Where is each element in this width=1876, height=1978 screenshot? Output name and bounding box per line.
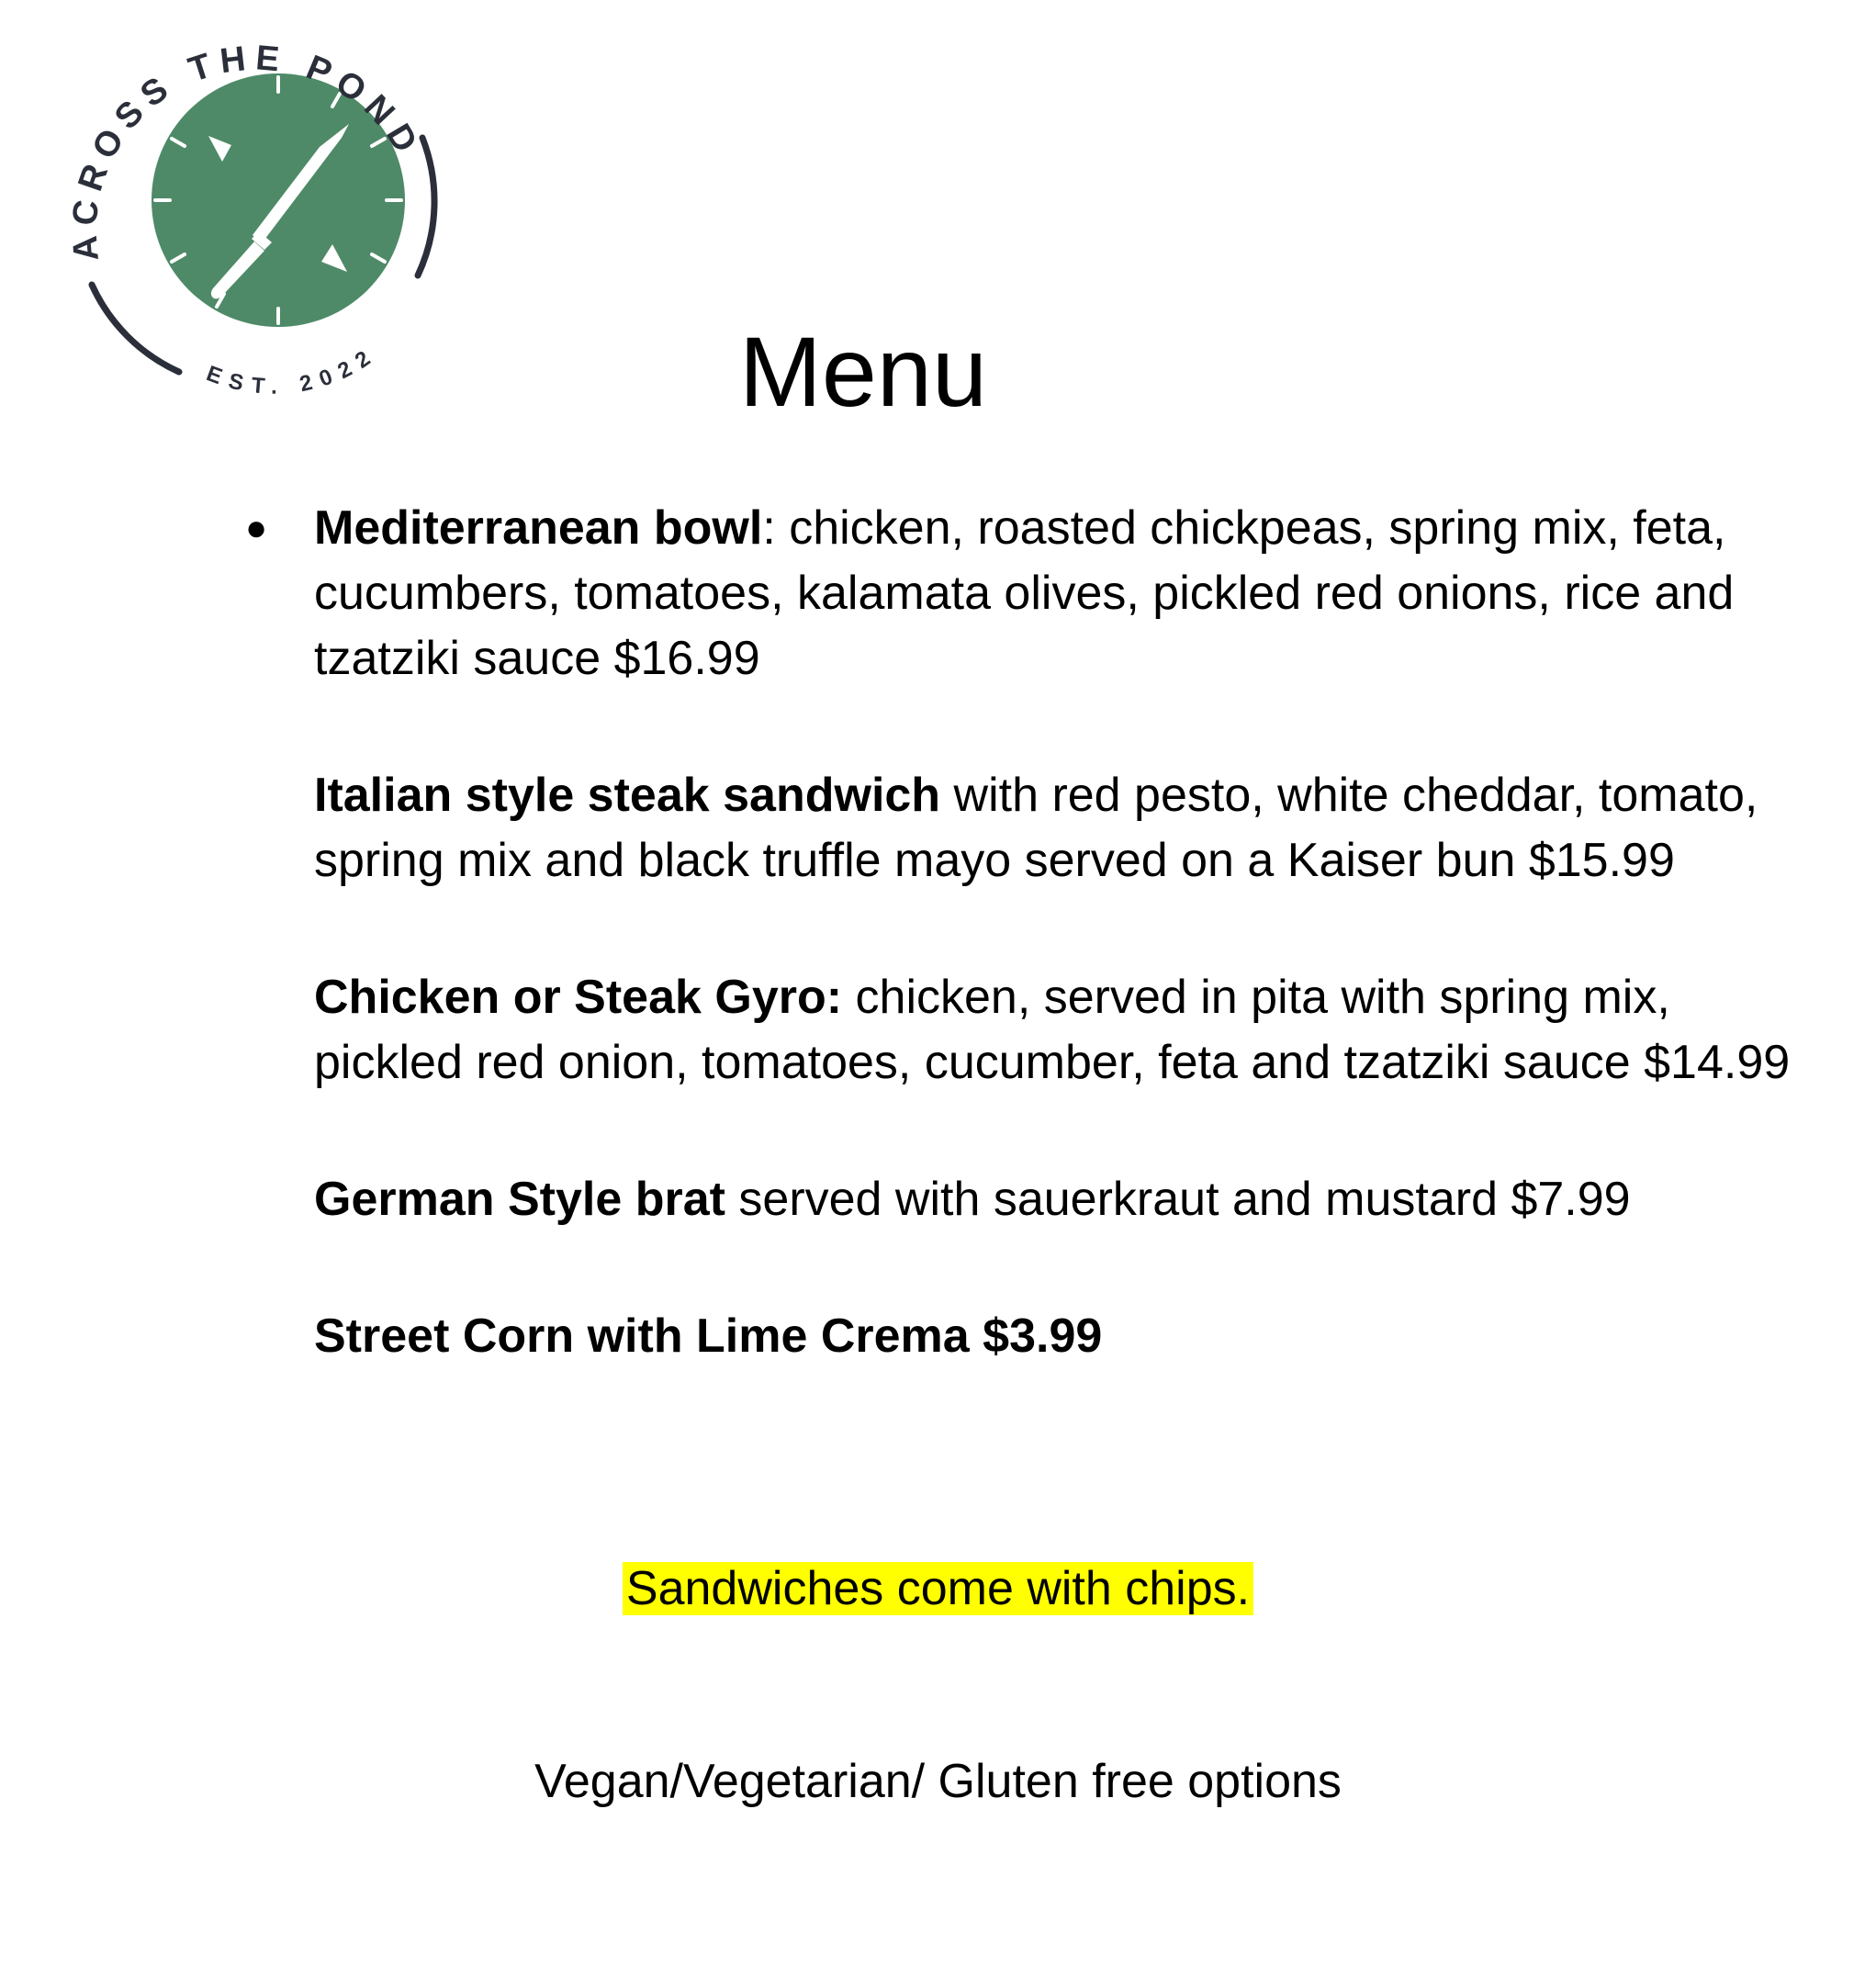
menu-list xyxy=(245,496,1820,1441)
menu-item-description: : chicken, roasted chickpeas, spring mix, feta, cucumbers, tomatoes, kalamata olives, pickled red onions, rice and tzatziki sauce $16.99 xyxy=(314,501,1735,685)
dietary-options-note: Vegan/Vegetarian/ Gluten free options xyxy=(534,1755,1342,1808)
bullet-icon: ● xyxy=(245,508,268,548)
logo-ring-arc xyxy=(418,138,434,275)
menu-item-description: with red pesto, white cheddar, tomato, spring mix and black truffle mayo served on a Kaiser bun $15.99 xyxy=(314,769,1758,887)
logo-ring-arc xyxy=(92,285,179,372)
logo-graphic xyxy=(28,0,450,422)
menu-item-gyro xyxy=(314,965,1820,1096)
menu-item-italian-steak-sandwich xyxy=(314,763,1820,893)
menu-item-name: German Style brat xyxy=(314,1173,725,1226)
menu-item-german-brat xyxy=(314,1167,1820,1232)
page-title: Menu xyxy=(738,316,988,427)
menu-item-description: chicken, served in pita with spring mix, pickled red onion, tomatoes, cucumber, feta and tzatziki sauce $14.99 xyxy=(314,971,1791,1089)
menu-item-street-corn xyxy=(314,1304,1820,1369)
menu-item-name: Mediterranean bowl xyxy=(314,501,763,555)
menu-item-name: Italian style steak sandwich xyxy=(314,769,941,822)
logo-bottom-text: EST. 2022 xyxy=(203,341,383,399)
highlighted-note: Sandwiches come with chips. xyxy=(623,1562,1253,1615)
menu-item-description: served with sauerkraut and mustard $7.99 xyxy=(725,1173,1631,1226)
menu-item-mediterranean-bowl xyxy=(245,496,1820,691)
menu-item-name: Street Corn with Lime Crema $3.99 xyxy=(314,1309,1103,1363)
sandwich-chips-note xyxy=(0,1557,1876,1622)
logo-top-text: ACROSS THE POND xyxy=(65,39,429,263)
brand-logo xyxy=(28,0,450,422)
menu-item-name: Chicken or Steak Gyro: xyxy=(314,971,843,1024)
